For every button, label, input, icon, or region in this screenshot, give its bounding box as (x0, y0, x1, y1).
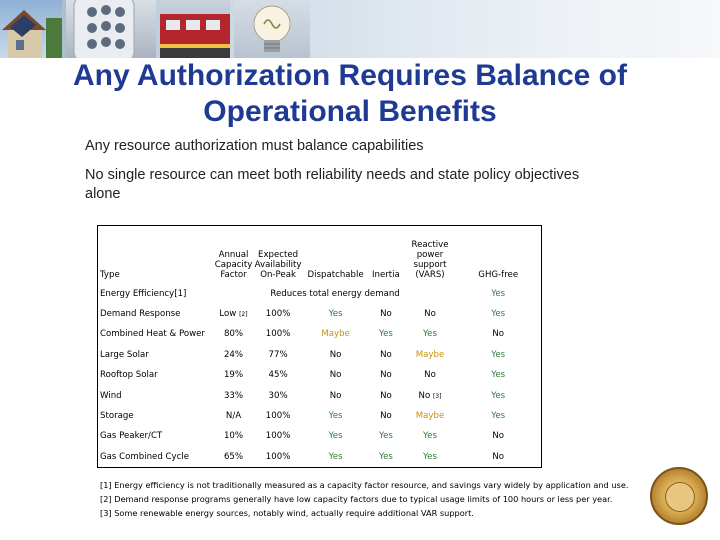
cell-dispatchable: No (329, 390, 342, 401)
cell-reactive-power: Yes (423, 329, 437, 340)
footnote: [3] Some renewable energy sources, notably wind, actually require additional VAR support. (100, 508, 474, 518)
state-seal-logo (650, 467, 708, 525)
cell-dispatchable: Yes (328, 451, 343, 462)
cell-availability: 100% (265, 329, 291, 340)
cell-type: Demand Response (100, 309, 181, 320)
cell-capacity-factor: 10% (223, 431, 244, 442)
cell-availability: 30% (268, 390, 288, 401)
cell-ghg: Yes (491, 411, 506, 422)
header-banner (0, 0, 720, 58)
table-row (98, 324, 542, 344)
cell-inertia: No (380, 390, 392, 401)
footnote-ref: [3] (432, 392, 442, 400)
cell-ghg: Yes (491, 349, 506, 360)
cell-inertia: No (380, 411, 392, 422)
cell-dispatchable: Yes (328, 309, 343, 320)
cell-inertia: No (380, 370, 392, 381)
cell-dispatchable: Yes (328, 431, 343, 442)
cell-type: Combined Heat & Power (100, 329, 205, 340)
cell-reactive-power: No (424, 309, 436, 320)
table-row (98, 385, 542, 405)
bullet-point: No single resource can meet both reliability needs and state policy objectives alone (85, 167, 580, 202)
cell-reactive-power (405, 385, 456, 405)
header-inertia: Inertia (372, 269, 400, 280)
table-header-row (98, 226, 542, 284)
cell-dispatchable: Maybe (321, 329, 350, 340)
cell-capacity-value: Low (219, 309, 237, 320)
cell-capacity-factor: N/A (225, 411, 242, 422)
cell-capacity-factor: 24% (223, 349, 244, 360)
cell-ghg: Yes (491, 309, 506, 320)
cell-inertia: Yes (378, 431, 393, 442)
cell-reactive-power: Yes (423, 431, 437, 442)
cell-type: Storage (100, 411, 134, 422)
table-row (98, 447, 542, 467)
cell-reactive-power: Maybe (415, 411, 445, 422)
cell-type: Gas Combined Cycle (100, 451, 190, 462)
cell-dispatchable: No (329, 370, 342, 381)
footnotes (100, 478, 628, 520)
cell-ghg: Yes (491, 370, 506, 381)
cell-dispatchable: No (329, 349, 342, 360)
cell-availability: 45% (268, 370, 288, 381)
cell-availability: 100% (265, 309, 291, 320)
cell-ghg: Yes (491, 288, 506, 299)
cell-availability: 100% (265, 411, 291, 422)
footnote: [2] Demand response programs generally have low capacity factors due to typical usage limits of 100 hours or less per year. (100, 494, 613, 504)
cell-reactive-value: No (418, 390, 431, 401)
cell-reactive-power: Yes (423, 451, 437, 462)
cell-availability: 100% (265, 431, 291, 442)
cell-availability: 100% (265, 451, 291, 462)
table-row (98, 304, 542, 324)
cell-capacity-factor: 65% (223, 451, 244, 462)
header-reactive-power: Reactive power support (VARS) (411, 239, 449, 280)
cell-capacity-factor (215, 304, 253, 324)
cell-inertia: Yes (378, 329, 393, 340)
cell-merged-note: Reduces total energy demand (270, 288, 400, 299)
table-row (98, 426, 542, 446)
cell-ghg: No (492, 329, 505, 340)
header-availability: Expected Availability On-Peak (254, 249, 302, 280)
cell-type: Energy Efficiency[1] (100, 288, 187, 299)
cell-availability: 77% (268, 349, 288, 360)
footnote-ref: [2] (239, 311, 248, 319)
house-solar-photo (0, 0, 62, 58)
footnote: [1] Energy efficiency is not traditionally measured as a capacity factor resource, and savings vary widely by application and use. (100, 480, 629, 490)
phone-keypad-photo (66, 0, 156, 58)
seal-emblem (665, 482, 695, 512)
cell-inertia: No (380, 309, 392, 320)
cell-inertia: No (380, 349, 392, 360)
cell-capacity-factor: 19% (223, 370, 244, 381)
cell-ghg: No (492, 431, 505, 442)
cell-inertia: Yes (378, 451, 393, 462)
cell-reactive-power: Maybe (415, 349, 445, 360)
cell-type: Rooftop Solar (100, 370, 158, 381)
cell-dispatchable: Yes (328, 411, 343, 422)
header-type: Type (100, 269, 120, 280)
cell-type: Wind (100, 390, 122, 401)
cell-type: Large Solar (100, 349, 149, 360)
table-row (98, 406, 542, 426)
header-capacity-factor: Annual Capacity Factor (214, 249, 253, 280)
header-ghg-free: GHG-free (478, 269, 519, 280)
train-photo (160, 0, 230, 58)
cell-reactive-power: No (424, 370, 436, 381)
cell-ghg: No (492, 451, 505, 462)
resource-comparison-table (97, 225, 542, 468)
cell-ghg: Yes (491, 390, 506, 401)
cell-capacity-factor: 80% (223, 329, 244, 340)
header-dispatchable: Dispatchable (307, 269, 364, 280)
table-row (98, 365, 542, 385)
cell-capacity-factor: 33% (223, 390, 244, 401)
light-bulb-photo (234, 0, 310, 58)
bullet-point: Any resource authorization must balance capabilities (85, 138, 424, 154)
cell-type: Gas Peaker/CT (100, 431, 163, 442)
table-row (98, 345, 542, 365)
slide-title: Any Authorization Requires Balance of Operational Benefits (73, 59, 627, 128)
table-row (98, 284, 542, 304)
